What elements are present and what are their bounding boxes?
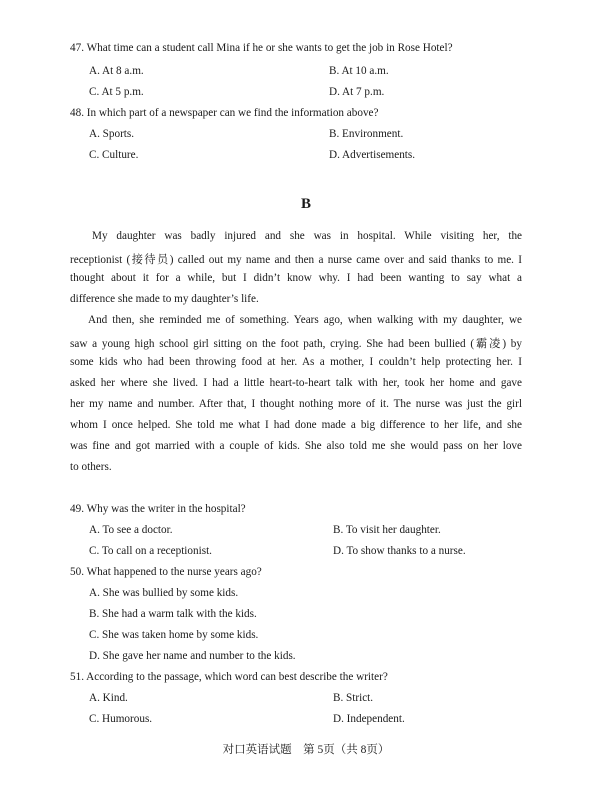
passage-line: to others. <box>70 461 112 473</box>
passage-line: some kids who had been throwing food at her. As a mother, I couldn’t help protecting her. I <box>70 356 522 368</box>
question-49-stem: 49. Why was the writer in the hospital? <box>70 503 246 515</box>
question-47-stem: 47. What time can a student call Mina if he or she wants to get the job in Rose Hotel? <box>70 42 453 54</box>
question-47-option-d: D. At 7 p.m. <box>329 86 385 98</box>
page-footer: 对口英语试题 第 5页（共 8页） <box>222 744 390 756</box>
question-48-option-c: C. Culture. <box>89 149 139 161</box>
passage-line: whom I once helped. She told me what I had done made a big difference to her life, and she <box>70 419 522 431</box>
passage-line: saw a young high school girl sitting on the foot path, crying. She had been bullied (霸凌) by <box>70 338 522 350</box>
question-47-option-b: B. At 10 a.m. <box>329 65 389 77</box>
question-50-option-a: A. She was bullied by some kids. <box>89 587 239 599</box>
passage-line: difference she made to my daughter’s life. <box>70 293 259 305</box>
question-49-option-a: A. To see a doctor. <box>89 524 173 536</box>
question-51-option-a: A. Kind. <box>89 692 128 704</box>
question-50-stem: 50. What happened to the nurse years ago? <box>70 566 262 578</box>
question-51-option-d: D. Independent. <box>333 713 405 725</box>
question-48-stem: 48. In which part of a newspaper can we find the information above? <box>70 107 379 119</box>
question-50-option-d: D. She gave her name and number to the kids. <box>89 650 296 662</box>
question-51-option-c: C. Humorous. <box>89 713 153 725</box>
section-heading: B <box>300 196 311 212</box>
passage-line: My daughter was badly injured and she was in hospital. While visiting her, the <box>92 230 522 242</box>
question-47-option-a: A. At 8 a.m. <box>89 65 144 77</box>
question-50-option-b: B. She had a warm talk with the kids. <box>89 608 257 620</box>
passage-line: receptionist (接待员) called out my name and then a nurse came over and said thanks to me. I <box>70 254 522 266</box>
question-49-option-b: B. To visit her daughter. <box>333 524 441 536</box>
question-49-option-d: D. To show thanks to a nurse. <box>333 545 466 557</box>
passage-line: asked her where she lived. I had a little heart-to-heart talk with her, took her home and gave <box>70 377 522 389</box>
passage-line: And then, she reminded me of something. Years ago, when walking with my daughter, we <box>88 314 522 326</box>
question-47-option-c: C. At 5 p.m. <box>89 86 144 98</box>
question-49-option-c: C. To call on a receptionist. <box>89 545 212 557</box>
question-51-option-b: B. Strict. <box>333 692 374 704</box>
question-48-option-d: D. Advertisements. <box>329 149 416 161</box>
question-51-stem: 51. According to the passage, which word can best describe the writer? <box>70 671 388 683</box>
question-48-option-a: A. Sports. <box>89 128 135 140</box>
passage-line: was fine and got married with a couple of kids. She also told me she would pass on her love <box>70 440 522 452</box>
passage-line: thought about it for a while, but I didn’t know why. I had been wanting to say what a <box>70 272 522 284</box>
question-48-option-b: B. Environment. <box>329 128 404 140</box>
passage-line: her my name and number. After that, I thought nothing more of it. The nurse was just the girl <box>70 398 522 410</box>
question-50-option-c: C. She was taken home by some kids. <box>89 629 259 641</box>
